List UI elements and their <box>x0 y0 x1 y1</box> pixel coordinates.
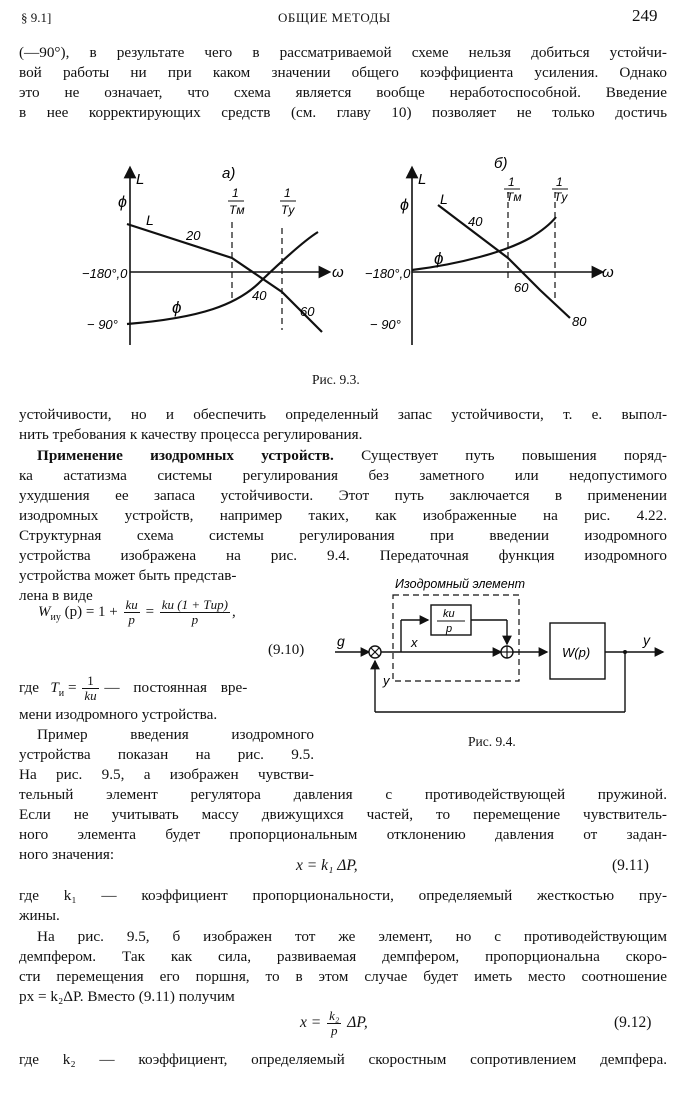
eq-subscript: и <box>58 688 65 700</box>
ty-den-b: Tу <box>554 190 568 204</box>
eq-text: x = <box>300 1014 322 1031</box>
fraction-numerator: kи <box>125 597 138 613</box>
fraction <box>327 1009 341 1038</box>
fraction-denominator: p <box>128 612 135 628</box>
axis-label-l-b: L <box>418 171 427 188</box>
curve-label-phi-b: ϕ <box>434 249 444 268</box>
ki-label: kи <box>443 608 455 620</box>
text-line: жины. <box>19 907 60 924</box>
where-ti <box>19 674 314 708</box>
text-line: где k₂ — коэффициент, определяемый скоростным сопротивлением демпфера. <box>19 1051 667 1068</box>
l-curve-a <box>127 224 322 332</box>
page-number: 249 <box>632 6 658 25</box>
panel-label-a: а) <box>222 165 236 182</box>
text-line: демпфером. Так как сила, развиваемая демпфером, пропорциональна скоро- <box>19 948 667 965</box>
ty-num-a: 1 <box>284 186 291 200</box>
feedback-y-label: y <box>383 673 390 688</box>
figure-9-3-caption: Рис. 9.3. <box>312 372 360 387</box>
fraction-denominator: p <box>191 612 199 628</box>
text-line: тельный элемент регулятора давления с противодействующей пружиной. <box>19 786 667 803</box>
text-run: где <box>19 679 39 696</box>
fraction <box>82 674 98 703</box>
text-line: (—90°), в результате чего в рассматриваемой схеме нельзя добиться устойчи- <box>19 44 667 61</box>
section-ref: § 9.1] <box>21 10 52 25</box>
slope-label-20: 20 <box>186 228 201 243</box>
text-line: сти перемещения его поршня, то в этом случае будет иметь место соотношение <box>19 968 667 985</box>
slope-label-60-a: 60 <box>300 304 315 319</box>
signal-x-label: x <box>411 635 418 650</box>
eq-text: = <box>67 679 77 696</box>
isodrome-label: Изодромный элемент <box>395 577 525 591</box>
tm-den-b: Tм <box>506 190 522 204</box>
label-minus90-b: − 90° <box>370 317 401 332</box>
fraction-numerator: 1 <box>82 674 98 689</box>
equation-number-9-10: (9.10) <box>268 642 305 658</box>
text-line: устройства может быть представ- <box>19 567 237 584</box>
text-line: px = k₂ΔP. Вместо (9.11) получим <box>19 988 235 1005</box>
eq-subscript: иу <box>50 612 61 623</box>
equation-9-12 <box>300 1008 368 1038</box>
text-line: ного значения: <box>19 846 115 863</box>
text-line: это не означает, что схема является вообще неработоспособной. Введение <box>19 84 667 101</box>
phi-curve-a <box>127 232 318 324</box>
label-minus180-a: −180°,0 <box>82 266 128 281</box>
slope-label-80-b: 80 <box>572 314 587 329</box>
slope-label-60-b: 60 <box>514 280 529 295</box>
output-y-label: y <box>643 632 650 648</box>
text-line: ухудшения ее запаса устойчивости. Этот путь заключается в применении <box>19 487 667 504</box>
curve-label-l-a: L <box>146 212 154 228</box>
curve-label-phi-a: ϕ <box>172 298 182 317</box>
tm-num-b: 1 <box>508 175 515 189</box>
curve-label-l-b: L <box>440 191 448 207</box>
text-line: Пример введения изодромного <box>37 726 314 743</box>
subsection-heading: Применение изодромных устройств. <box>37 447 334 464</box>
equation-9-10 <box>38 598 236 632</box>
ty-den-a: Tу <box>281 203 295 217</box>
text-line: в нее корректирующих средств (см. главу 10) позволяет не только достичь <box>19 104 667 121</box>
input-g-label: g <box>337 633 345 649</box>
text-line: мени изодромного устройства. <box>19 706 218 723</box>
panel-label-b: б) <box>494 155 508 172</box>
label-minus90-a: − 90° <box>87 317 118 332</box>
fraction-numerator: kи (1 + Tиp) <box>161 597 228 613</box>
eq-text: , <box>231 604 236 620</box>
text-line: ка астатизма системы регулирования без заметного или недопустимого <box>19 467 667 484</box>
figure-9-3-panel-b <box>365 155 614 345</box>
eq-symbol: W <box>38 604 51 620</box>
figure-9-4 <box>325 575 670 720</box>
text-line: вой работы ни при каком значении общего коэффициента усиления. Однако <box>19 64 667 81</box>
text-line: нить требования к качеству процесса регулирования. <box>19 426 363 443</box>
text-line: На рис. 9.5, а изображен чувстви- <box>19 766 314 783</box>
axis-label-phi-b: ϕ <box>400 197 409 214</box>
fraction <box>160 598 230 627</box>
tm-num-a: 1 <box>232 186 239 200</box>
text-line: Структурная схема системы регулирования при введении изодромного <box>19 527 667 544</box>
figure-9-3 <box>0 140 684 400</box>
text-line: изодромных устройств, например таких, как изображенные на рис. 4.22. <box>19 507 667 524</box>
axis-label-l-a: L <box>136 171 145 188</box>
label-minus180-b: −180°,0 <box>365 266 411 281</box>
fraction-numerator: k₂ <box>329 1007 340 1023</box>
equation-9-11: x = k₁ ΔP, <box>296 857 358 874</box>
axis-label-omega-a: ω <box>332 264 344 281</box>
text-line: ного элемента будет пропорциональным отклонению давления от задан- <box>19 826 667 843</box>
text-line <box>37 446 667 466</box>
text-line: где k₁ — коэффициент пропорциональности, определяемый жесткостью пру- <box>19 887 667 904</box>
fraction-denominator: p <box>330 1022 338 1038</box>
text-line: устройства показан на рис. 9.5. <box>19 746 314 763</box>
running-title: ОБЩИЕ МЕТОДЫ <box>278 10 391 25</box>
axis-label-omega-b: ω <box>602 264 614 281</box>
eq-text: (p) = 1 + <box>64 604 118 620</box>
fraction <box>124 598 140 627</box>
text-line: На рис. 9.5, б изображен тот же элемент, но с противодействующим <box>37 928 667 945</box>
ty-num-b: 1 <box>556 175 563 189</box>
text-line: Если не учитывать массу движущихся частей, то перемещение чувствитель- <box>19 806 667 823</box>
equation-number-9-11: (9.11) <box>612 857 649 874</box>
axis-label-phi-a: ϕ <box>118 194 127 211</box>
tm-den-a: Tм <box>229 203 245 217</box>
figure-9-4-caption: Рис. 9.4. <box>468 734 516 749</box>
eq-text: = <box>145 604 155 620</box>
text-run: Существует путь повышения поряд- <box>333 447 667 464</box>
slope-label-40-a: 40 <box>252 288 267 303</box>
figure-9-3-panel-a <box>82 165 344 345</box>
slope-label-40-b: 40 <box>468 214 483 229</box>
wp-label: W(p) <box>562 645 591 660</box>
text-line: устройства изображена на рис. 9.4. Передаточная функция изодромного <box>19 547 667 564</box>
text-line: лена в виде <box>19 587 93 604</box>
equation-number-9-12: (9.12) <box>614 1014 652 1031</box>
fraction-denominator: kи <box>84 688 97 704</box>
eq-symbol: T <box>50 679 59 696</box>
p-label: p <box>446 623 453 635</box>
text-run: — постоянная вре- <box>104 679 248 696</box>
text-line: устойчивости, но и обеспечить определенный запас устойчивости, т. е. выпол- <box>19 406 667 423</box>
eq-text: ΔP, <box>347 1014 368 1031</box>
